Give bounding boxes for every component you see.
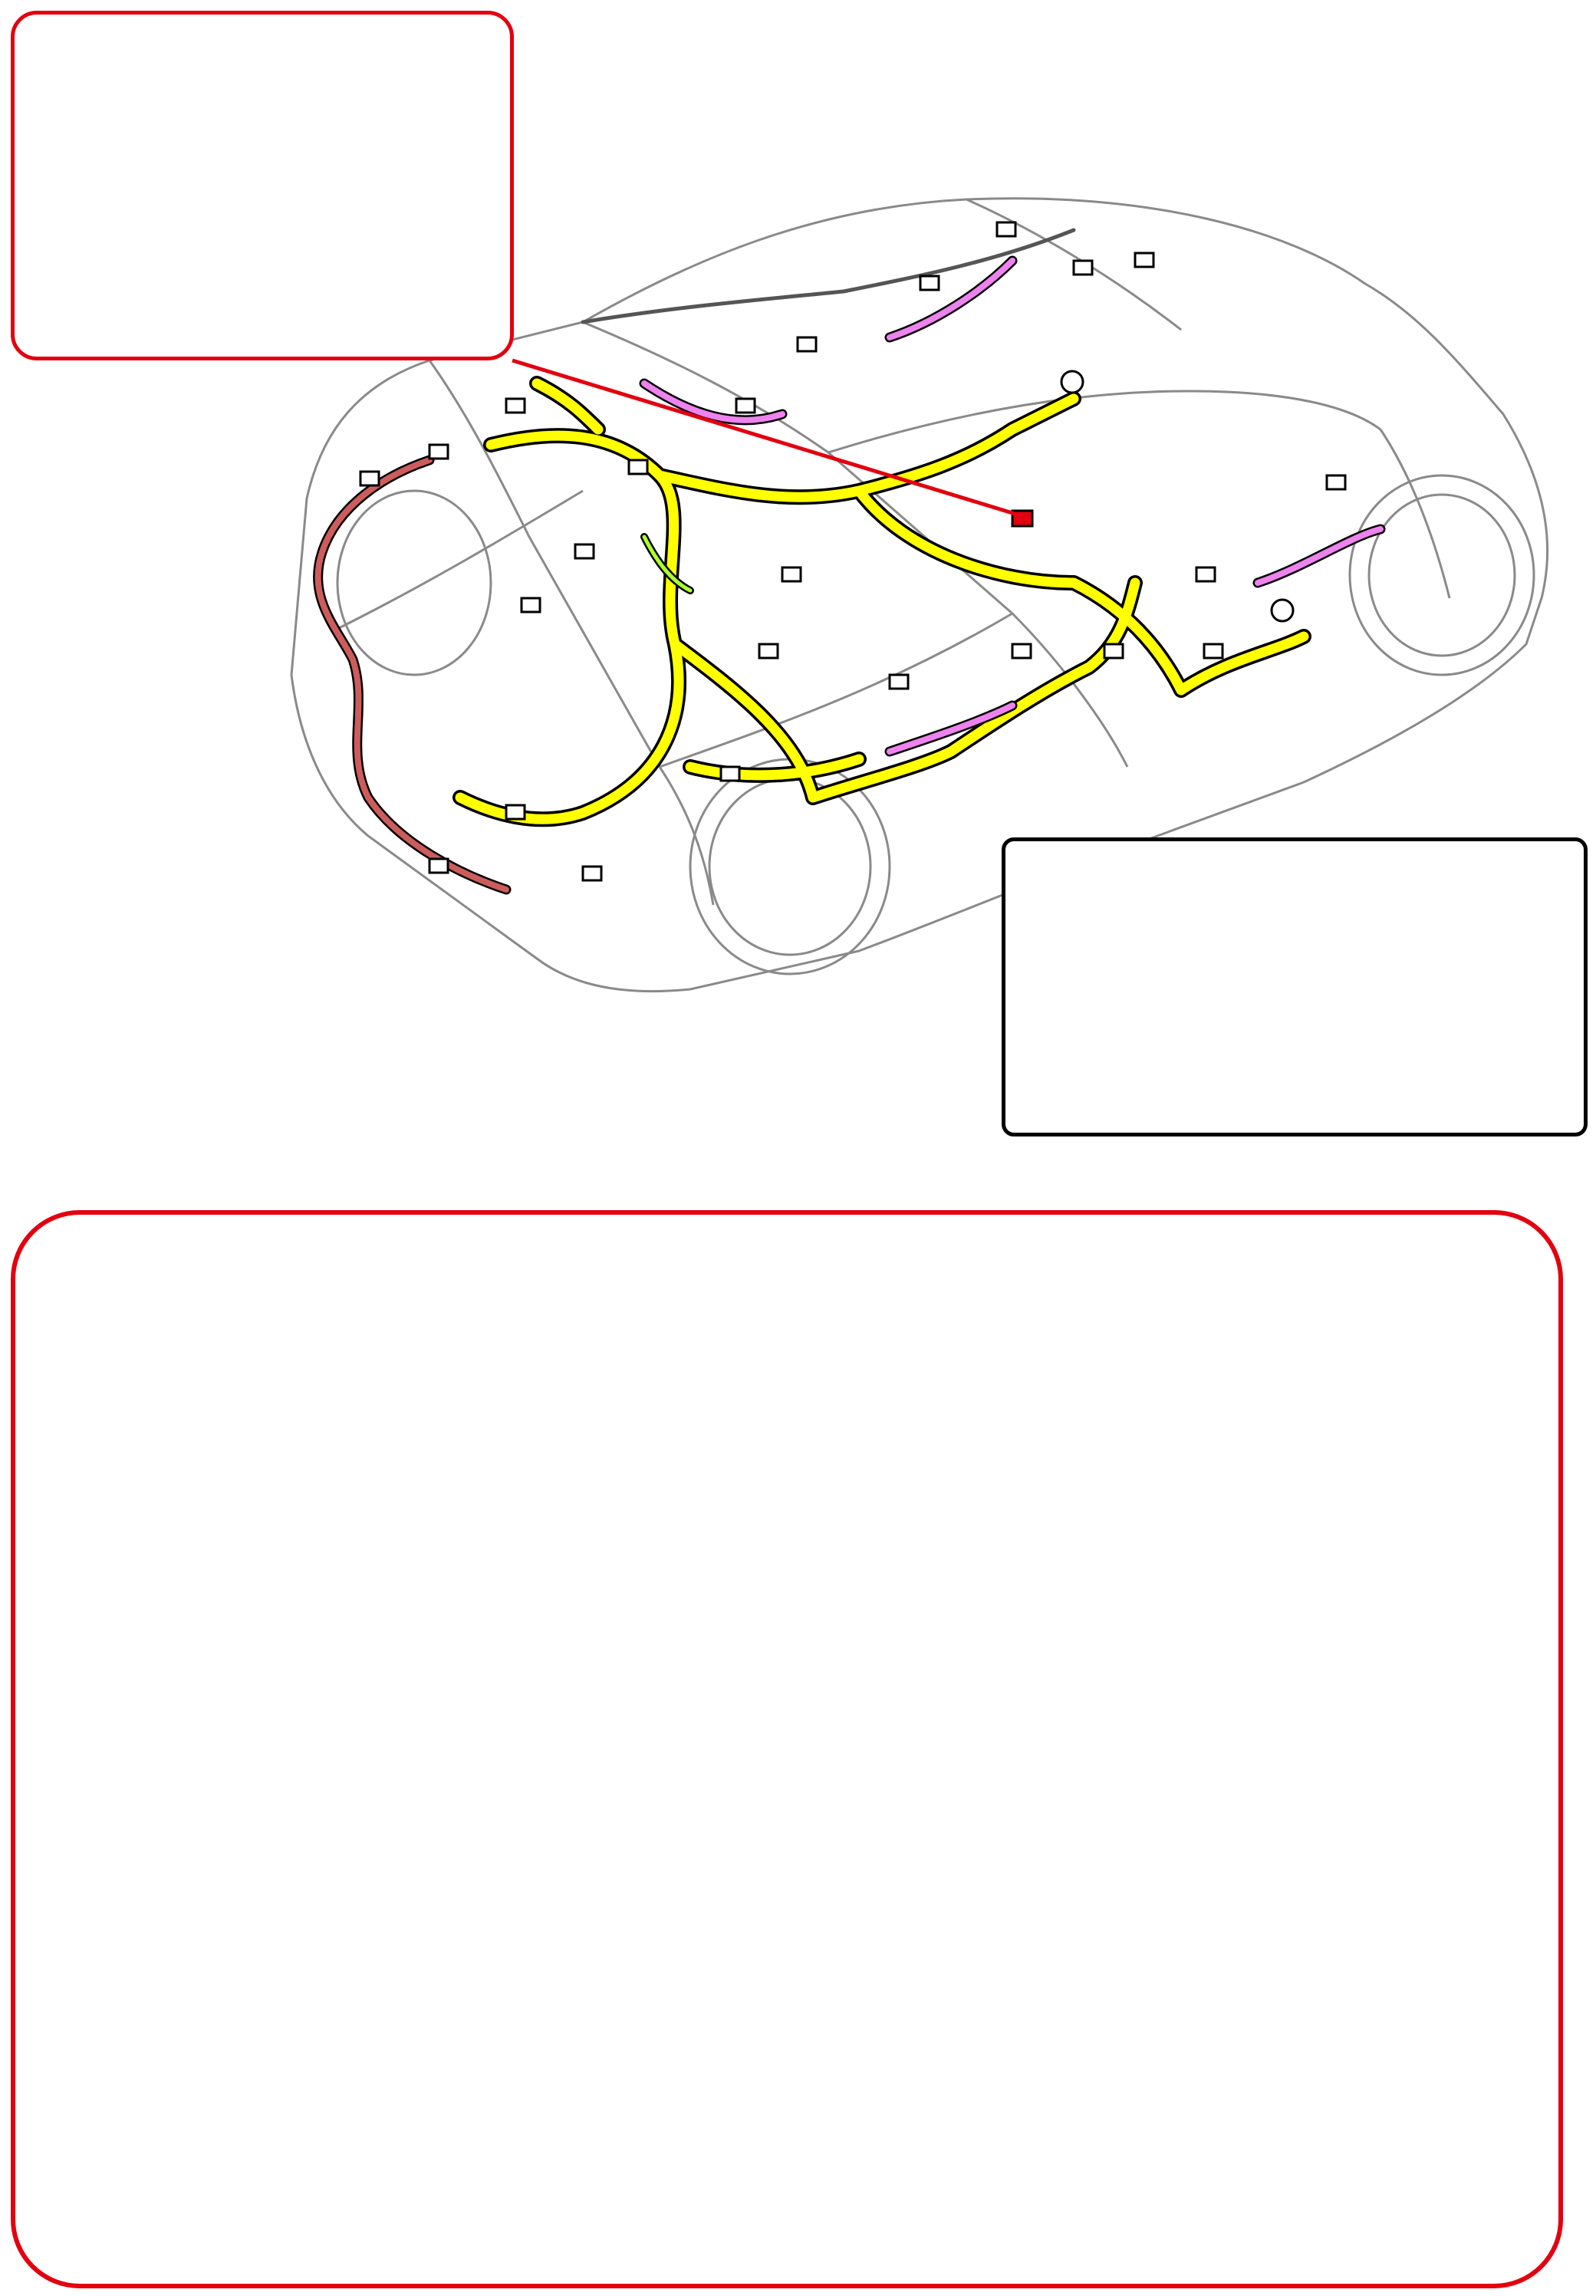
harness-legend xyxy=(1002,837,1588,1136)
marker-b-circle xyxy=(1061,371,1083,393)
inset-connector-diagram xyxy=(0,0,522,322)
marker-c-circle xyxy=(1272,600,1293,621)
connector-pinout-diagram xyxy=(0,1442,1596,2178)
